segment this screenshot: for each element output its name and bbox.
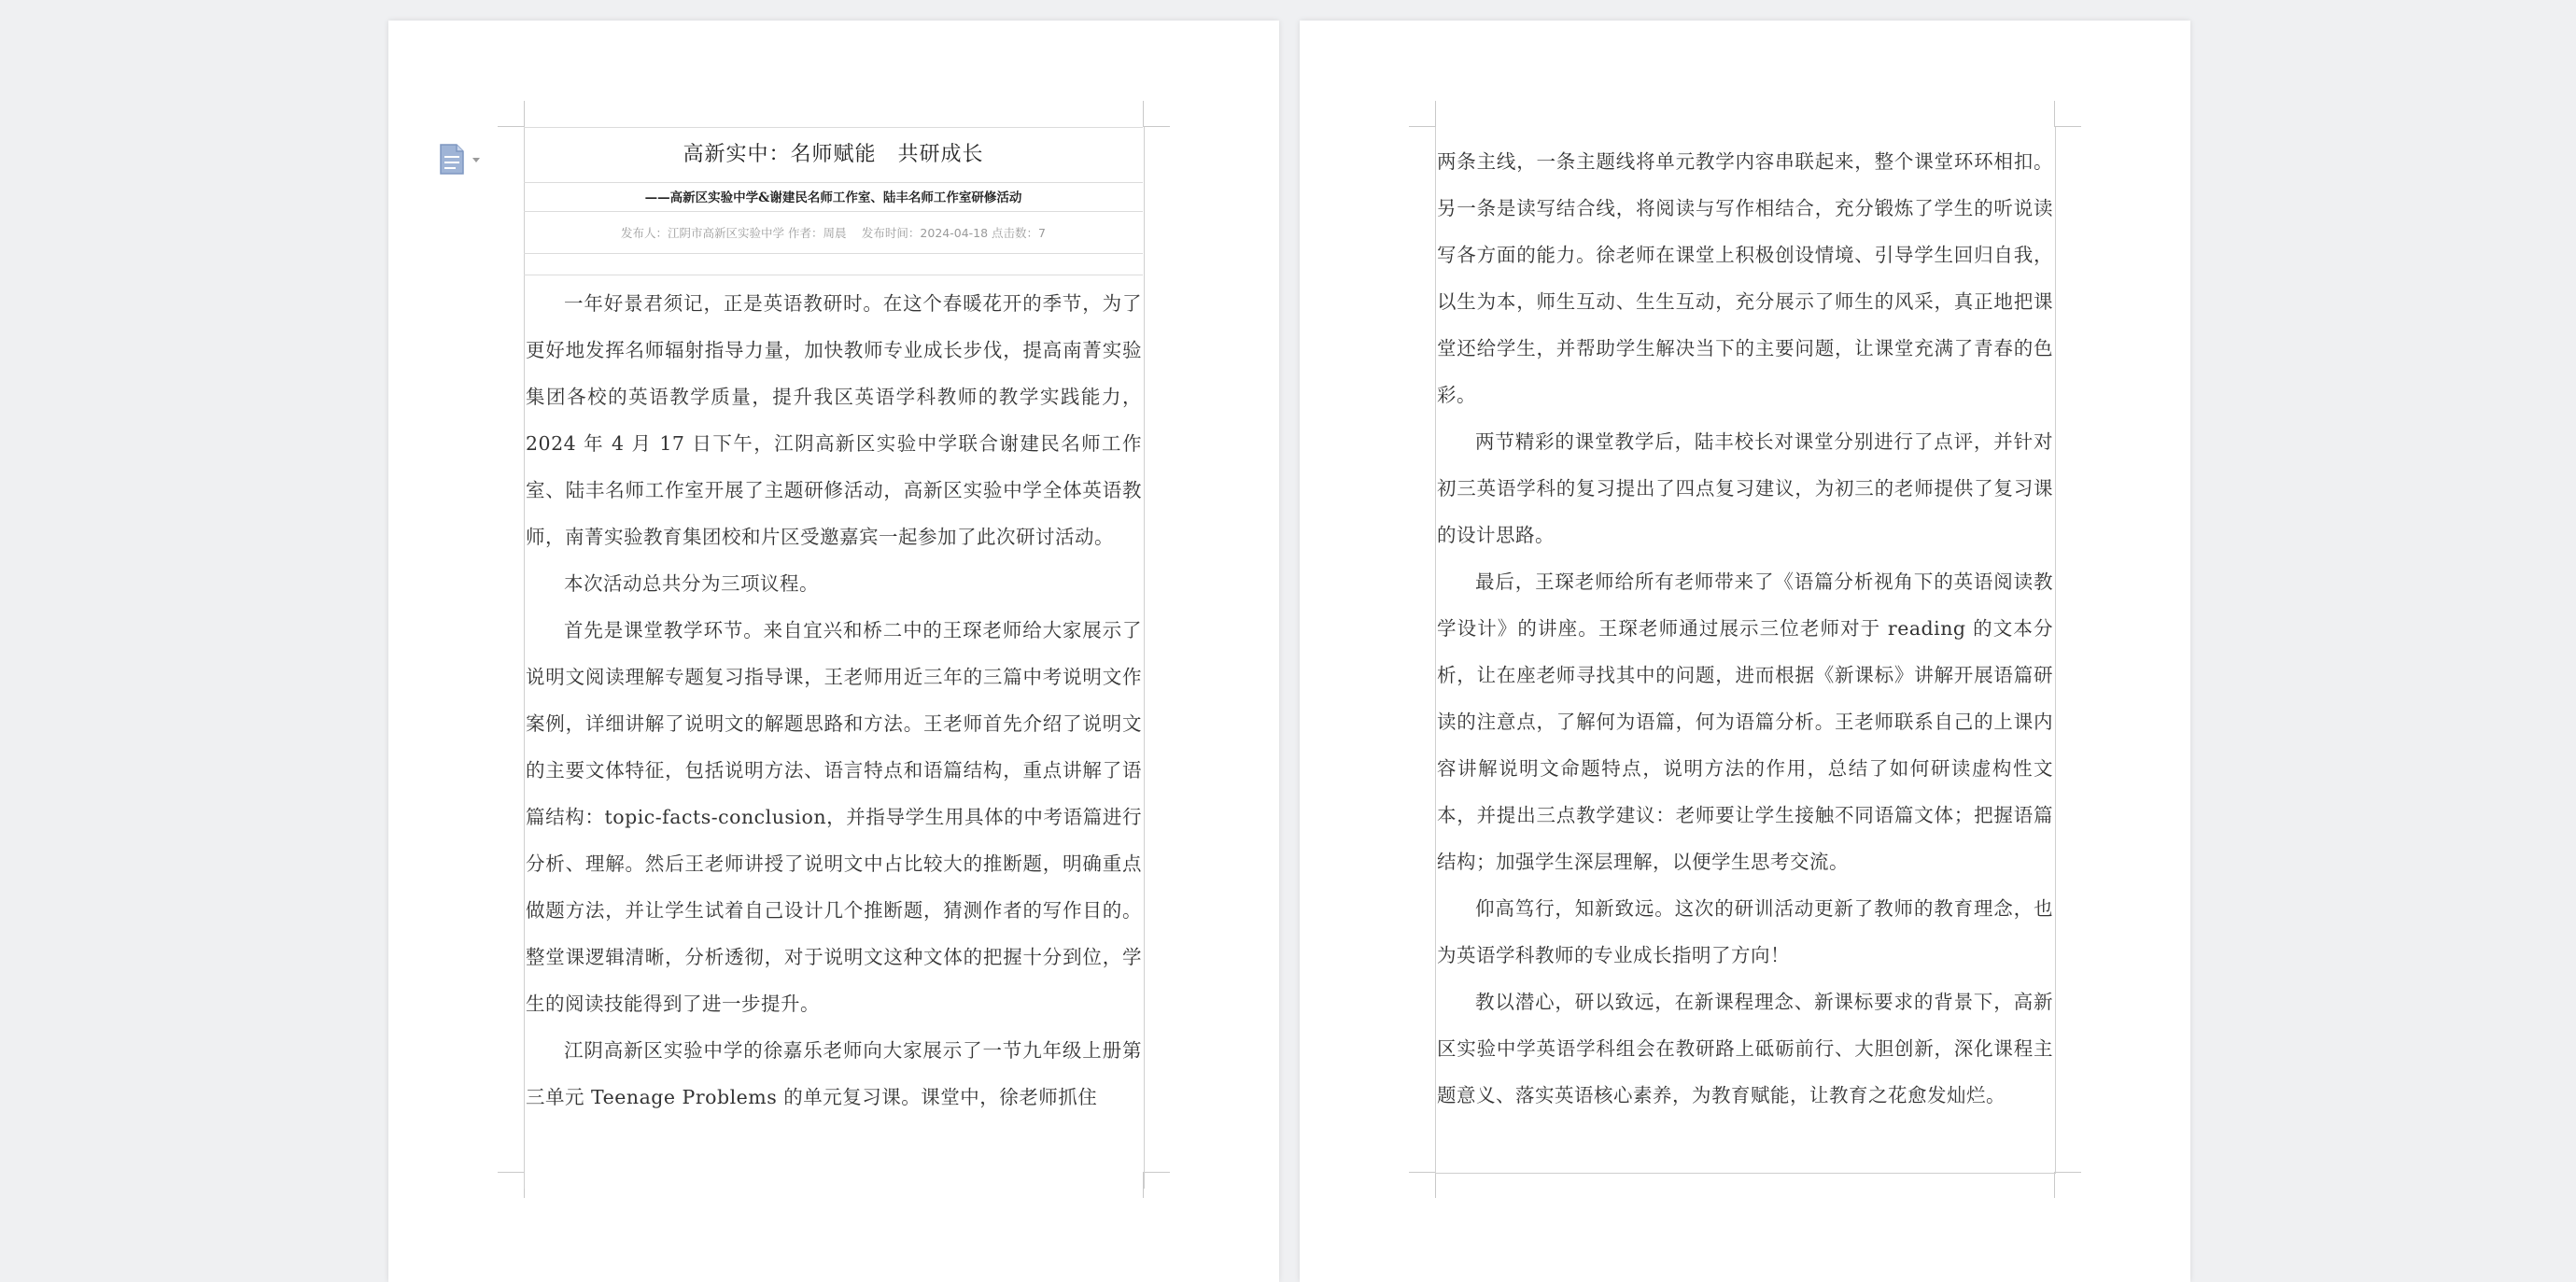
crop-mark	[2055, 126, 2081, 127]
crop-mark	[498, 1172, 524, 1173]
article-body	[526, 280, 1142, 1120]
crop-mark	[524, 101, 525, 127]
paragraph: 两节精彩的课堂教学后，陆丰校长对课堂分别进行了点评，并针对初三英语学科的复习提出了四点复习建议，为初三的老师提供了复习课的设计思路。	[1437, 430, 2053, 546]
crop-mark	[1409, 126, 1435, 127]
crop-mark	[1409, 1172, 1435, 1173]
paragraph: 一年好景君须记，正是英语教研时。在这个春暖花开的季节，为了更好地发挥名师辐射指导力量，加快教师专业成长步伐，提高南菁实验集团各校的英语教学质量，提升我区英语学科教师的教学实践能力，2024 年 4 月 17 日下午，江阴高新区实验中学联合谢建民名师工作室、陆丰名师工作室开展了主题研修活动，高新区实验中学全体英语教师，南菁实验教育集团校和片区受邀嘉宾一起参加了此次研讨活动。	[526, 292, 1142, 548]
document-icon	[437, 140, 491, 177]
crop-mark	[2055, 1172, 2081, 1173]
page-subtitle: ——高新区实验中学&谢建民名师工作室、陆丰名师工作室研修活动	[644, 190, 1022, 205]
document-menu-button[interactable]	[437, 140, 491, 177]
paragraph: 江阴高新区实验中学的徐嘉乐老师向大家展示了一节九年级上册第三单元 Teenage Problems 的单元复习课。课堂中，徐老师抓住	[526, 1039, 1142, 1108]
crop-mark	[1435, 101, 1436, 127]
paragraph: 仰高笃行，知新致远。这次的研训活动更新了教师的教育理念，也为英语学科教师的专业成长指明了方向！	[1437, 897, 2053, 966]
article-body	[1437, 138, 2053, 1119]
chevron-down-icon	[472, 158, 480, 162]
paragraph: 首先是课堂教学环节。来自宜兴和桥二中的王琛老师给大家展示了说明文阅读理解专题复习指导课，王老师用近三年的三篇中考说明文作案例，详细讲解了说明文的解题思路和方法。王老师首先介绍了说明文的主要文体特征，包括说明方法、语言特点和语篇结构，重点讲解了语篇结构：topic-facts-conclusion，并指导学生用具体的中考语篇进行分析、理解。然后王老师讲授了说明文中占比较大的推断题，明确重点做题方法，并让学生试着自己设计几个推断题，猜测作者的写作目的。整堂课逻辑清晰，分析透彻，对于说明文这种文体的把握十分到位，学生的阅读技能得到了进一步提升。	[526, 619, 1142, 1015]
paragraph: 本次活动总共分为三项议程。	[564, 572, 819, 595]
document-page-1	[388, 21, 1279, 1282]
page-title: 高新实中：名师赋能 共研成长	[683, 143, 984, 166]
document-page-2	[1300, 21, 2190, 1282]
crop-mark	[2054, 101, 2055, 127]
article-header	[524, 127, 1143, 275]
crop-mark	[1144, 126, 1170, 127]
paragraph: 两条主线，一条主题线将单元教学内容串联起来，整个课堂环环相扣。另一条是读写结合线，将阅读与写作相结合，充分锻炼了学生的听说读写各方面的能力。徐老师在课堂上积极创设情境、引导学生回归自我，以生为本，师生互动、生生互动，充分展示了师生的风采，真正地把课堂还给学生，并帮助学生解决当下的主要问题，让课堂充满了青春的色彩。	[1437, 150, 2053, 406]
crop-mark	[1435, 1172, 1436, 1198]
crop-mark	[2054, 1172, 2055, 1198]
subtitle-row	[524, 183, 1143, 212]
meta-row	[524, 212, 1143, 254]
article-meta: 发布人：江阴市高新区实验中学 作者：周晨 发布时间：2024-04-18 点击数：7	[620, 226, 1047, 240]
header-spacer	[524, 254, 1143, 275]
title-row	[524, 127, 1143, 183]
paragraph: 最后，王琛老师给所有老师带来了《语篇分析视角下的英语阅读教学设计》的讲座。王琛老师通过展示三位老师对于 reading 的文本分析，让在座老师寻找其中的问题，进而根据《新课标》讲解开展语篇研读的注意点，了解何为语篇，何为语篇分析。王老师联系自己的上课内容讲解说明文命题特点，说明方法的作用，总结了如何研读虚构性文本，并提出三点教学建议：老师要让学生接触不同语篇文体；把握语篇结构；加强学生深层理解，以便学生思考交流。	[1437, 571, 2053, 873]
crop-mark	[1143, 101, 1144, 127]
crop-mark	[1144, 1172, 1170, 1173]
crop-mark	[498, 126, 524, 127]
paragraph: 教以潜心，研以致远，在新课程理念、新课标要求的背景下，高新区实验中学英语学科组会在教研路上砥砺前行、大胆创新，深化课程主题意义、落实英语核心素养，为教育赋能，让教育之花愈发灿烂。	[1437, 991, 2053, 1106]
